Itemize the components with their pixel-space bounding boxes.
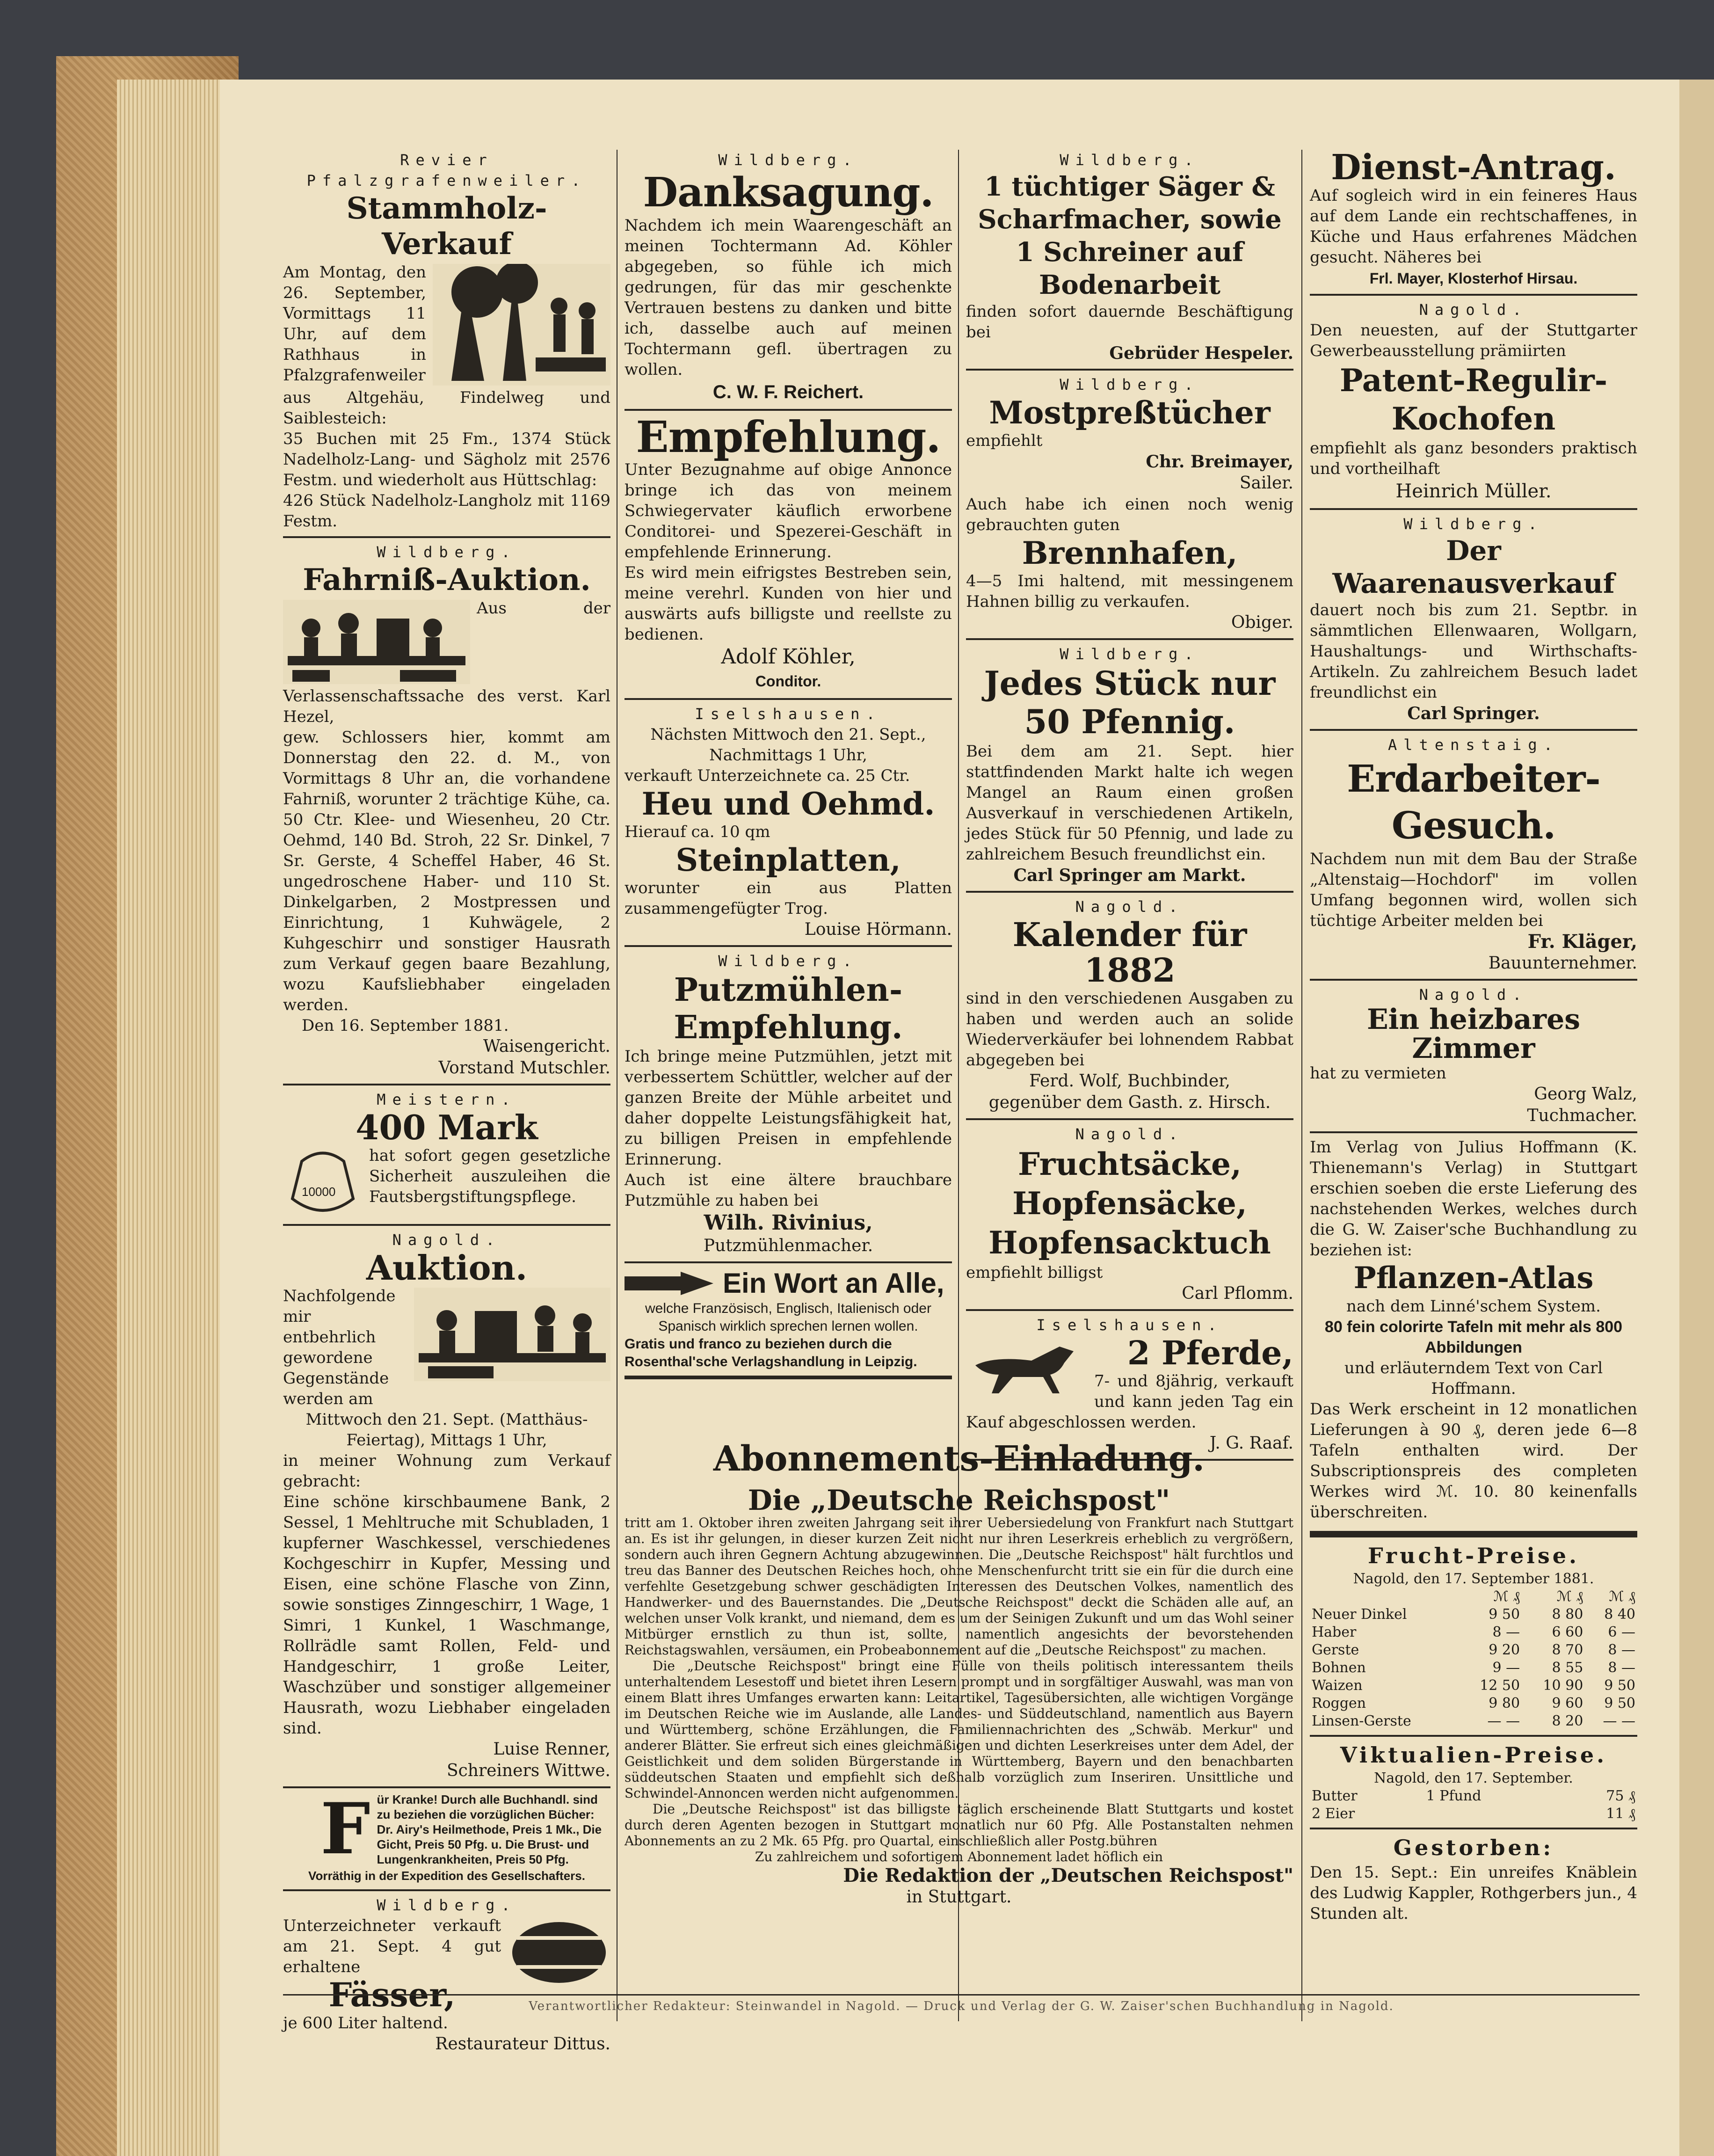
ad-place: Altenstaig. [1388,736,1559,754]
table-cell: Bohnen [1312,1660,1366,1676]
ad-text: Im Verlag von Julius Hoffmann (K. Thienemann's Verlag) in Stuttgart erschien soeben die erste Lieferung des nachstehenden Werkes, welches durch die G. W. Zaiser'sche Buchhandlung zu beziehen ist: [1310,1138,1637,1260]
pointing-hand-icon [625,1267,718,1300]
victual-prices [1310,1741,1637,1829]
ad-title: Der Waarenausverkauf [1332,535,1615,599]
ad-text: Das Werk erscheint in 12 monatlichen Lieferungen à 90 ₰, deren jede 6—8 Tafeln enthalten wird. Der Subscriptionspreis des completen Werkes wird ℳ. 10. 80 keinenfalls überschreiten. [1310,1400,1637,1522]
ad-text: Unterzeichneter verkauft am 21. Sept. 4 gut erhaltene [283,1916,501,1976]
table-cell: 6 60 [1552,1624,1583,1640]
table-cell [1424,1805,1561,1823]
ad-place: Revier Pfalzgrafenweiler. [306,151,587,189]
ad-text: 7- und 8jährig, verkauft und kann jeden Tag ein Kauf abgeschlossen werden. [966,1372,1293,1432]
ad-signature: C. W. F. Reichert. [712,382,864,402]
column-4 [1310,147,1637,1932]
ad-text: Aus der Verlassenschaftssache des verst. Karl Hezel, [283,599,610,726]
ad-signature: Vorstand Mutschler. [438,1058,610,1078]
ad-signature: Sailer. [1239,473,1293,493]
ad-place: Nagold. [1075,898,1184,916]
ad-text: worunter ein aus Platten zusammengefügter Trog. [625,879,952,918]
ad-text: Gratis und franco zu beziehen durch die Rosenthal'sche Verlagshandlung in Leipzig. [625,1336,917,1369]
ad-title: Danksagung. [643,169,934,216]
abonnement-signature: Die Redaktion der „Deutschen Reichspost" [843,1865,1293,1886]
table-cell: Linsen-Gerste [1312,1713,1411,1729]
table-cell: 9 — [1492,1660,1520,1676]
table-cell: 9 60 [1552,1695,1583,1712]
ad-signature: Obiger. [1231,613,1293,632]
ad-title: Steinplatten, [675,842,901,878]
ad-dienst-antrag [1310,147,1637,296]
fruit-prices [1310,1541,1637,1737]
ad-title: Auktion. [366,1248,528,1288]
ad-text: aus Altgehäu, Findelweg und Saiblesteich: [283,388,610,428]
table-row [1310,1624,1637,1641]
ad-title: 400 Mark [356,1107,538,1147]
ad-heu-oehmd [625,704,952,947]
column-3 [966,150,1293,1464]
ad-place: Iselshausen. [695,705,882,723]
column-rule [1301,150,1302,2021]
prices-table [1310,1588,1637,1730]
ad-title: Putzmühlen-Empfehlung. [674,971,903,1046]
ad-signature: Heinrich Müller. [1395,481,1552,502]
ad-signature: Carl Springer am Markt. [1013,866,1246,885]
ad-title: 1 tüchtiger Säger & Scharfmacher, sowie 1 Schreiner auf Bodenarbeit [978,171,1282,300]
table-cell: — — [1487,1713,1520,1729]
ad-text: in meiner Wohnung zum Verkauf gebracht: [283,1451,610,1491]
ad-place: Nagold. [1075,1125,1184,1143]
ad-text: Nachdem nun mit dem Bau der Straße „Altenstaig—Hochdorf" im vollen Umfang begonnen wird, wollen sich tüchtige Arbeiter melden bei [1310,850,1637,930]
ad-ein-wort [625,1267,952,1379]
table-cell: 8 55 [1552,1660,1583,1676]
ad-note: Vorräthig in der Expedition des Gesellschafters. [308,1869,585,1883]
ad-signature: Carl Pflomm. [1182,1284,1293,1303]
table-cell: Roggen [1312,1695,1366,1712]
table-cell: Haber [1312,1624,1357,1640]
ad-signature: Waisengericht. [483,1037,610,1056]
victual-table [1310,1787,1637,1823]
column-1 [283,150,610,2063]
table-cell: 9 50 [1489,1606,1520,1623]
ad-title: Fruchtsäcke, Hopfensäcke, Hopfensacktuch [988,1146,1271,1261]
ad-text: Am Montag, den 26. September, Vormittags 11 Uhr, auf dem Rathhaus in Pfalzgrafenweiler [283,263,426,385]
ad-title: Stammholz-Verkauf [346,191,547,262]
table-cell: 9 50 [1604,1695,1635,1712]
ad-signature: Putzmühlenmacher. [703,1236,873,1255]
money-bag-icon [283,1147,363,1217]
table-cell: 9 20 [1489,1642,1520,1658]
ad-signature: Schreiners Wittwe. [446,1761,610,1780]
ad-text: Nächsten Mittwoch den 21. Sept., Nachmittags 1 Uhr, [650,725,926,765]
ad-text: 426 Stück Nadelholz-Langholz mit 1169 Festm. [283,491,610,531]
table-row [1310,1787,1637,1805]
table-cell: Butter [1312,1788,1358,1804]
ad-place: Wildberg. [1403,515,1544,533]
ad-fahrniss-auktion [283,542,610,1085]
table-cell: 1 Pfund [1426,1788,1482,1804]
obituary-title: Gestorben: [1393,1835,1554,1860]
ad-jedes-stueck [966,644,1293,893]
ad-title: Brennhafen, [1022,535,1238,571]
ad-place: Iselshausen. [1036,1316,1223,1334]
ad-signature: Restaurateur Dittus. [435,2034,610,2054]
ad-waarenausverkauf [1310,514,1637,731]
ad-text: verkauft Unterzeichnete ca. 25 Ctr. [625,766,910,785]
ad-title: Patent-Regulir-Kochofen [1339,362,1608,437]
table-cell: 8 40 [1604,1606,1635,1623]
ad-title: Ein Wort an Alle, [723,1267,944,1299]
ad-stammholz [283,150,610,538]
ad-place: Wildberg. [1060,376,1200,393]
ad-title: Fässer, [328,1975,456,2014]
ad-fruchtsaecke [966,1124,1293,1311]
table-cell: 10 90 [1543,1677,1583,1694]
ad-title: Empfehlung. [636,412,941,462]
ad-text: hat zu vermieten [1310,1064,1446,1083]
table-row [1310,1641,1637,1659]
drop-initial: F [320,1788,370,1870]
ad-date: Den 16. September 1881. [302,1016,509,1035]
abonnement-subtitle: Die „Deutsche Reichspost" [748,1484,1170,1517]
table-row [1310,1606,1637,1624]
ad-text: Bei dem am 21. Sept. hier stattfindenden Markt halte ich wegen Mangel an Raum einen großen Ausverkauf in verschiedenen Artikeln, jedes Stück für 50 Pfennig, und lade zu zahlreichem Besuch freundlichst ein. [966,742,1293,864]
ad-text: Eine schöne kirschbaumene Bank, 2 Sessel, 1 Mehltruche mit Schubladen, 1 kupferner Waschkessel, verschiedenes Kochgeschirr in Kupfer, Messing und Eisen, eine schöne Flasche von Zinn, sowie sonstiges Zinngeschirr, 1 Wage, 1 Simri, 1 Kunkel, 1 Waschmange, Rollrädle samt Rollen, Feld- und Handgeschirr, 1 große Leiter, Waschzüber und sonstiger allgemeiner Hausrath, wozu Liebhaber eingeladen sind. [283,1493,610,1738]
ad-title: Dienst-Antrag. [1331,147,1616,188]
ad-place: Wildberg. [1060,645,1200,663]
table-cell: 8 — [1608,1660,1635,1676]
auction-scene-woodcut-icon [283,600,470,684]
ad-signature: Adolf Köhler, [721,645,856,669]
ad-text: Hierauf ca. 10 qm [625,823,770,841]
ad-mostpresstuecher [966,374,1293,640]
table-cell: 9 80 [1489,1695,1520,1712]
ad-signature: Chr. Breimayer, [1146,452,1293,472]
next-page-edge [1679,80,1714,2156]
ad-signature: Ferd. Wolf, Buchbinder, [1029,1071,1230,1091]
ad-text: 35 Buchen mit 25 Fm., 1374 Stück Nadelholz-Lang- und Sägholz mit 2576 Festm. und wiederholt aus Hüttschlag: [283,430,610,489]
ad-text: 4—5 Imi haltend, mit messingenem Hahnen billig zu verkaufen. [966,572,1293,611]
column-2 [625,150,952,1383]
ad-text: Mittwoch den 21. Sept. (Matthäus-Feiertag), Mittags 1 Uhr, [305,1410,588,1449]
ad-signature: Luise Renner, [493,1740,610,1759]
ad-text: empfiehlt billigst [966,1263,1103,1282]
ad-text: finden sofort dauernde Beschäftigung bei [966,302,1293,342]
ad-fuer-kranke [283,1788,610,1891]
ad-zimmer [1310,984,1637,1133]
ad-signature: J. G. Raaf. [1209,1434,1293,1453]
ad-text: empfiehlt als ganz besonders praktisch und vortheilhaft [1310,439,1637,478]
ad-auktion-nagold [283,1230,610,1788]
prices-title: Frucht-Preise. [1367,1543,1580,1568]
ad-title: Pflanzen-Atlas [1353,1260,1594,1296]
horse-icon [966,1337,1088,1398]
ad-signature: Fr. Kläger, [1527,931,1637,953]
ad-kochofen [1310,299,1637,510]
ad-erdarbeiter [1310,735,1637,981]
ad-place: Wildberg. [718,952,858,970]
table-header: ℳ ₰ [1493,1588,1520,1605]
table-row [1310,1695,1637,1712]
table-header [1310,1588,1459,1606]
ad-danksagung [625,150,952,411]
table-cell: 9 50 [1604,1677,1635,1694]
ad-text: nach dem Linné'schem System. [1346,1297,1601,1316]
ad-title: Mostpreßtücher [989,394,1271,431]
ad-text: Den neuesten, auf der Stuttgarter Gewerbeausstellung prämiirten [1310,321,1637,360]
ad-signature: Bauunternehmer. [1488,954,1637,973]
table-row [1310,1805,1637,1823]
table-cell: 8 — [1492,1624,1520,1640]
auction-hall-woodcut-icon [414,1288,610,1381]
table-header: ℳ ₰ [1556,1588,1583,1605]
ad-text: Unter Bezugnahme auf obige Annonce bringe ich das von meinem Schwiegervater käuflich erworbene Conditorei- und Spezerei-Geschäft in empfehlende Erinnerung. [625,460,952,561]
table-cell: Neuer Dinkel [1312,1606,1407,1623]
ad-text: und erläuterndem Text von Carl Hoffmann. [1344,1359,1603,1398]
ad-signature: Carl Springer. [1407,704,1540,723]
victual-subtitle: Nagold, den 17. September. [1374,1770,1573,1786]
ad-putzmuehlen [625,951,952,1263]
ad-text: Ich bringe meine Putzmühlen, jetzt mit verbessertem Schüttler, welcher auf der ganzen Breite der Mühle arbeitet und daher doppelte Leistungsfähigkeit hat, zu billigen Preisen in empfehlende Erinnerung. [625,1047,952,1169]
abonnement-text: Zu zahlreichem und sofortigem Abonnement ladet höflich ein [755,1849,1163,1865]
ad-title: Heu und Oehmd. [641,786,935,822]
ad-place: Wildberg. [1060,151,1200,169]
ad-400-mark [283,1089,610,1226]
table-cell: 2 Eier [1312,1806,1355,1822]
ad-place: Wildberg. [377,1896,517,1914]
table-header: ℳ ₰ [1609,1588,1635,1605]
table-cell: 75 ₰ [1606,1788,1635,1804]
lumberjacks-woodcut-icon [433,264,610,386]
table-cell: 8 70 [1552,1642,1583,1658]
table-cell: 6 — [1608,1624,1635,1640]
ad-signature: Wilh. Rivinius, [704,1211,873,1235]
ad-kalender [966,896,1293,1120]
ad-place: Wildberg. [718,151,858,169]
table-cell: Waizen [1312,1677,1363,1694]
table-row [1310,1659,1637,1677]
barrel-icon [508,1917,610,1988]
table-cell: 11 ₰ [1606,1806,1635,1822]
abonnement-text: Die „Deutsche Reichspost" bringt eine Fülle von theils politisch interessantem theils unterhaltendem Lesestoff und bietet ihren Lesern prompt und in sorgfältiger Auswahl, was man von einem Blatt ihres Umfanges erwarten kann: Leitartikel, Tagesübersichten, alle wichtigen Vorgänge im Deutschen Reiche wie im Auslande, alle Landes- und Süddeutschland, namentlich aus Bayern und Württemberg, schöne Erzählungen, die Familiennachrichten des „Schwäb. Merkur" und anderer Blätter. Sie erfreut sich eines gleichmäßigen und dichten Leserkreises unter dem Adel, der Geistlichkeit und dem soliden Bürgerstande in Württemberg, Bayern und den benachbarten süddeutschen Staaten und empfiehlt sich deßhalb vorzüglich zum Inseriren. Unsittliche und Schwindel-Annoncen werden nicht aufgenommen. [625,1658,1293,1801]
table-cell: Gerste [1312,1642,1359,1658]
ad-place: Meistern. [377,1091,517,1108]
ad-text: empfiehlt [966,431,1043,450]
ad-title: Jedes Stück nur 50 Pfennig. [984,664,1276,741]
ad-text: ür Kranke! Durch alle Buchhandl. sind zu beziehen die vorzüglichen Bücher: Dr. Airy's Heilmethode, Preis 1 Mk., Die Gicht, Preis 50 Pfg. u. Die Brust- und Lungenkrankheiten, Preis 50 Pfg. [377,1792,602,1866]
ad-signature: Frl. Mayer, Klosterhof Hirsau. [1369,270,1578,287]
ad-empfehlung-koehler [625,412,952,700]
ad-text: Auf sogleich wird in ein feineres Haus auf dem Lande ein rechtschaffenes, in Küche und Haus erfahrenes Mädchen gesucht. Näheres bei [1310,186,1637,267]
ad-faesser [283,1895,610,2060]
abonnement-text: tritt am 1. Oktober ihren zweiten Jahrgang seit ihrer Uebersiedelung von Frankfurt nach Stuttgart an. Es ist ihr gelungen, in dieser kurzen Zeit nicht nur ihren Leserkreis erheblich zu vergrößern, sondern auch ihren Gegnern Achtung abzugewinnen. Die „Deutsche Reichspost" hält furchtlos und treu das Banner des Deutschen Reiches hoch, ohne Menschenfurcht tritt sie ein für die durch eine verfehlte Gesetzgebung schwer geschädigten Interessen des Deutschen Volkes, namentlich des Handwerker- und des Bauernstandes. Die „Deutsche Reichspost" deckt die Schäden alle auf, an welchen unser Volk krankt, und niemand, dem es um der Seinigen Zukunft und um das Wohl seiner Mitbürger ernstlich zu thun ist, sollte, namentlich angesichts der bevorstehenden Reichstagswahlen, versäumen, ein Probeabonnement auf die „Deutsche Reichspost" zu machen. [625,1515,1293,1658]
imprint-footer: Verantwortlicher Redakteur: Steinwandel in Nagold. — Druck und Verlag der G. W. Zaiser'schen Buchhandlung in Nagold. [283,1994,1640,2013]
obituary [1310,1833,1637,1929]
ad-text: welche Französisch, Englisch, Italienisch oder Spanisch wirklich sprechen lernen wollen. [645,1301,931,1334]
ad-signature: Tuchmacher. [1527,1106,1637,1125]
table-cell: 12 50 [1480,1677,1520,1694]
ad-text: Auch ist eine ältere brauchbare Putzmühle zu haben bei [625,1171,952,1210]
victual-title: Viktualien-Preise. [1340,1742,1607,1768]
ad-title: Erdarbeiter-Gesuch. [1347,757,1600,847]
ad-text: sind in den verschiedenen Ausgaben zu haben und werden auch an solide Wiederverkäufer bei lohnendem Rabbat abgegeben bei [966,989,1293,1070]
ad-text: Auch habe ich einen noch wenig gebrauchten guten [966,495,1293,534]
ad-signature: Georg Walz, [1534,1085,1637,1104]
ad-text: Es wird mein eifrigstes Bestreben sein, meine verehrl. Kunden von hier und auswärts aufs billigste und reellste zu bedienen. [625,563,952,644]
table-cell: 8 20 [1552,1713,1583,1729]
ad-place: Nagold. [1419,301,1528,319]
ad-text: Nachfolgende mir entbehrlich gewordene Gegenstände werden am [283,1287,396,1408]
ad-place: Nagold. [392,1231,501,1249]
abonnement-title: Abonnements-Einladung. [713,1439,1205,1479]
abonnement-text: Die „Deutsche Reichspost" ist das billigste täglich erscheinende Blatt Stuttgarts und kostet durch deren Agenten bezogen in Stuttgart monatlich nur 60 Pfg. Alle Postanstalten nehmen Abonnements an zu 2 Mk. 65 Pfg. pro Quartal, einschließlich aller Postg.bühren [625,1801,1293,1849]
ad-saeger [966,150,1293,371]
ad-title: Fahrniß-Auktion. [303,562,591,597]
ad-place: Nagold. [1419,986,1528,1004]
table-row [1310,1712,1637,1730]
ad-title: Kalender für 1882 [1012,915,1247,990]
money-bag-label: 10000 [302,1185,336,1199]
table-row [1310,1677,1637,1695]
ad-text: Nachdem ich mein Waarengeschäft an meinen Tochtermann Ad. Köhler abgegeben, so fühle ich mich gedrungen, für das mir geschenkte Vertrauen bestens zu danken und bitte ich, dasselbe auch auf meinen Tochtermann gefl. übertragen zu wollen. [625,216,952,379]
abonnement-signature: in Stuttgart. [906,1887,1012,1907]
ad-signature: Gebrüder Hespeler. [1109,343,1293,363]
ad-place: Wildberg. [377,543,517,561]
ad-text: je 600 Liter haltend. [283,2014,448,2032]
table-cell: 8 — [1608,1642,1635,1658]
table-cell: — — [1603,1713,1635,1729]
section-rule [1310,1531,1637,1537]
ad-text: 80 fein colorirte Tafeln mit mehr als 800 Abbildungen [1324,1318,1623,1356]
ad-text: gew. Schlossers hier, kommt am Donnerstag den 22. d. M., von Vormittags 8 Uhr an, die vorhandene Fahrniß, worunter 2 trächtige Kühe, ca. 50 Ctr. Klee- und Wiesenheu, 20 Ctr. Oehmd, 140 Bd. Stroh, 22 Sr. Dinkel, 7 Sr. Gerste, 4 Scheffel Haber, 46 St. ungedroschene Haber- und 110 St. Dinkelgarben, 2 Mostpressen und Einrichtung, 1 Kuhwägele, 2 Kuhgeschirr und sonstiger Hausrath zum Verkauf gegen baare Bezahlung, wozu Kaufsliebhaber eingeladen werden. [283,728,610,1014]
prices-subtitle: Nagold, den 17. September 1881. [1353,1571,1594,1587]
ad-pflanzen-atlas [1310,1137,1637,1527]
table-cell: 8 80 [1552,1606,1583,1623]
ad-title: 2 Pferde, [1127,1333,1293,1372]
ad-text: hat sofort gegen gesetzliche Sicherheit auszuleihen die Fautsbergstiftungspflege. [369,1146,610,1206]
ad-signature: Louise Hörmann. [804,920,952,939]
table-header-row [1310,1588,1637,1606]
obituary-text: Den 15. Sept.: Ein unreifes Knäblein des Ludwig Kappler, Rothgerbers jun., 4 Stunden alt. [1310,1863,1637,1923]
ad-signature: gegenüber dem Gasth. z. Hirsch. [988,1093,1271,1112]
ad-text: dauert noch bis zum 21. Septbr. in sämmtlichen Ellenwaaren, Wollgarn, Haushaltungs- und Wirthschafts-Artikeln. Zu zahlreichem Besuch ladet freundlichst ein [1310,601,1637,702]
abonnement-section [625,1441,1293,1908]
ad-title: Ein heizbares Zimmer [1366,1003,1581,1065]
ad-signature: Conditor. [755,673,821,690]
